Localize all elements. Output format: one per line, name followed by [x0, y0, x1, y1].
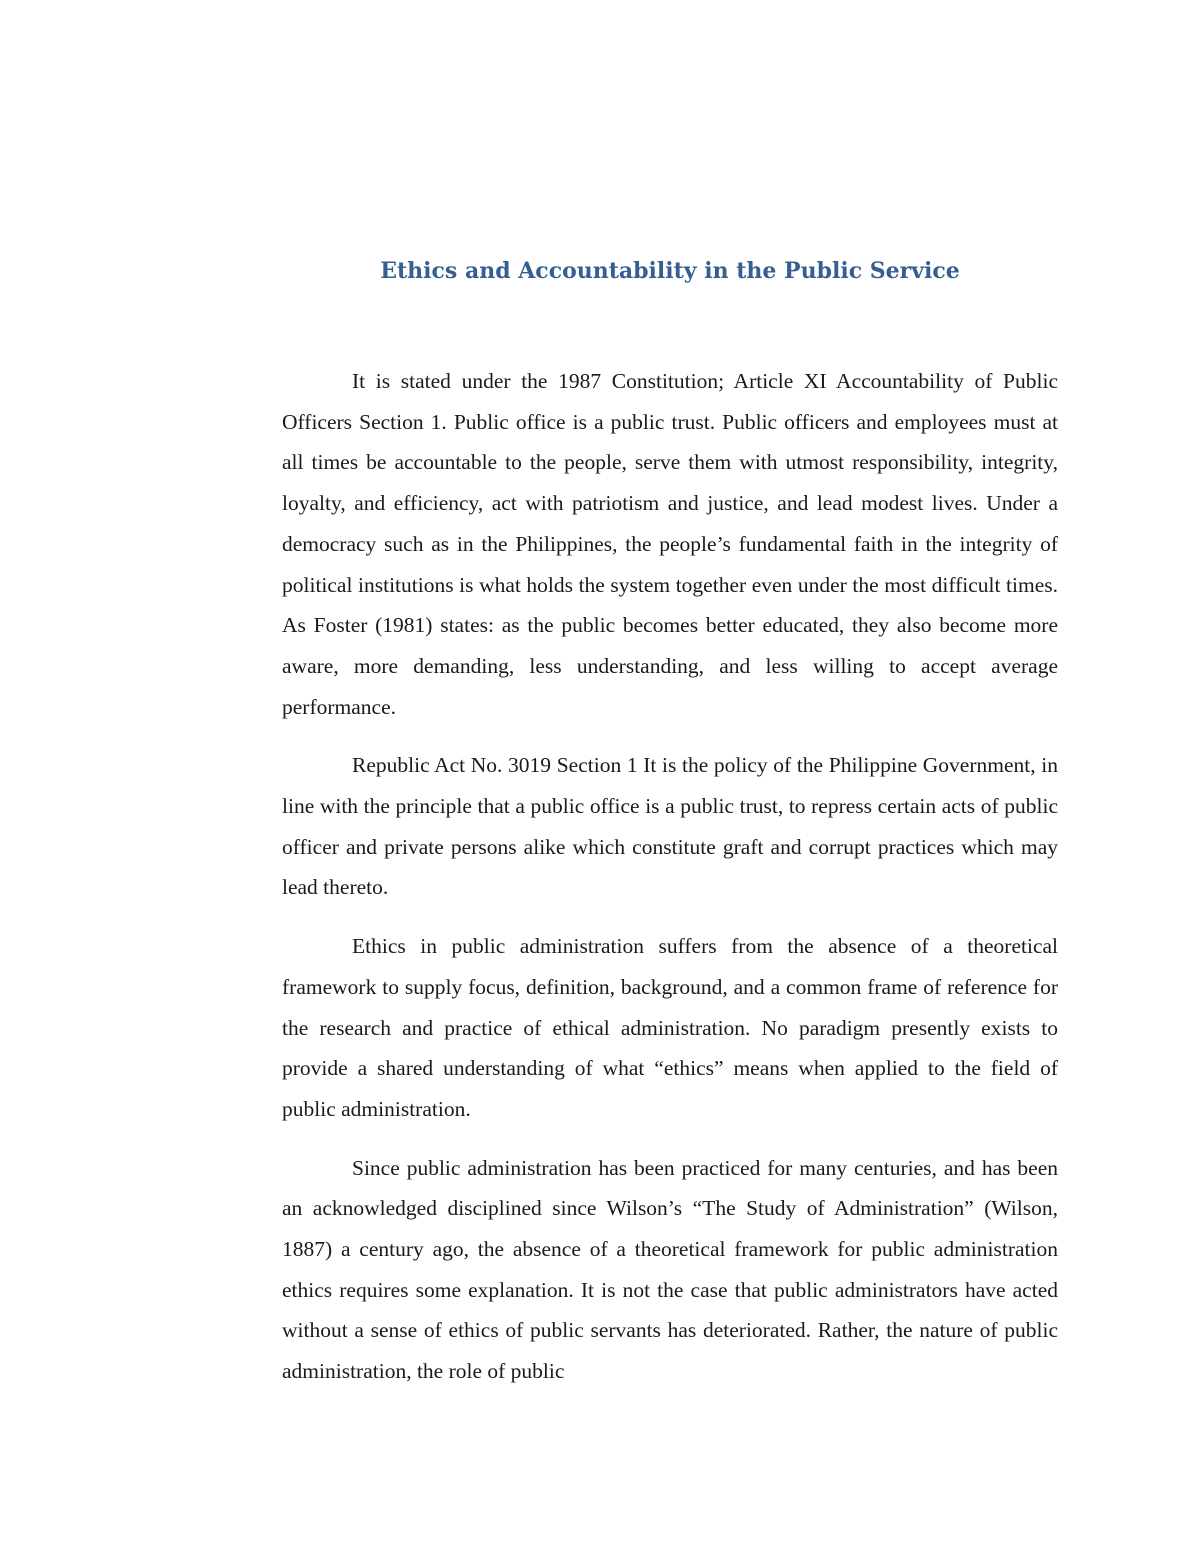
- paragraph-public-administration-history: Since public administration has been practiced for many centuries, and has been an acknowledged disciplined since Wilson’s “The Study of Administration” (Wilson, 1887) a century ago, the absence of a theoretical framework for public administration ethics requires some explanation. It is not the case that public administrators have acted without a sense of ethics of public servants has deteriorated. Rather, the nature of public administration, the role of public: [282, 1155, 1058, 1384]
- paragraph-constitution: It is stated under the 1987 Constitution; Article XI Accountability of Public Officers Section 1. Public office is a public trust. Public officers and employees must at all times be accountable to the people, serve them with utmost responsibility, integrity, loyalty, and efficiency, act with patriotism and justice, and lead modest lives. Under a democracy such as in the Philippines, the people’s fundamental faith in the integrity of political institutions is what holds the system together even under the most difficult times. As Foster (1981) states: as the public becomes better educated, they also become more aware, more demanding, less understanding, and less willing to accept average performance.: [282, 369, 1058, 719]
- paragraph-ethics-framework: Ethics in public administration suffers from the absence of a theoretical framework to supply focus, definition, background, and a common frame of reference for the research and practice of ethical administration. No paradigm presently exists to provide a shared understanding of what “ethics” means when applied to the field of public administration.: [282, 934, 1058, 1121]
- document-body: [282, 361, 1058, 1410]
- paragraph-republic-act: Republic Act No. 3019 Section 1 It is the policy of the Philippine Government, in line with the principle that a public office is a public trust, to repress certain acts of public officer and private persons alike which constitute graft and corrupt practices which may lead thereto.: [282, 753, 1058, 900]
- document-title: Ethics and Accountability in the Public Service: [380, 258, 960, 284]
